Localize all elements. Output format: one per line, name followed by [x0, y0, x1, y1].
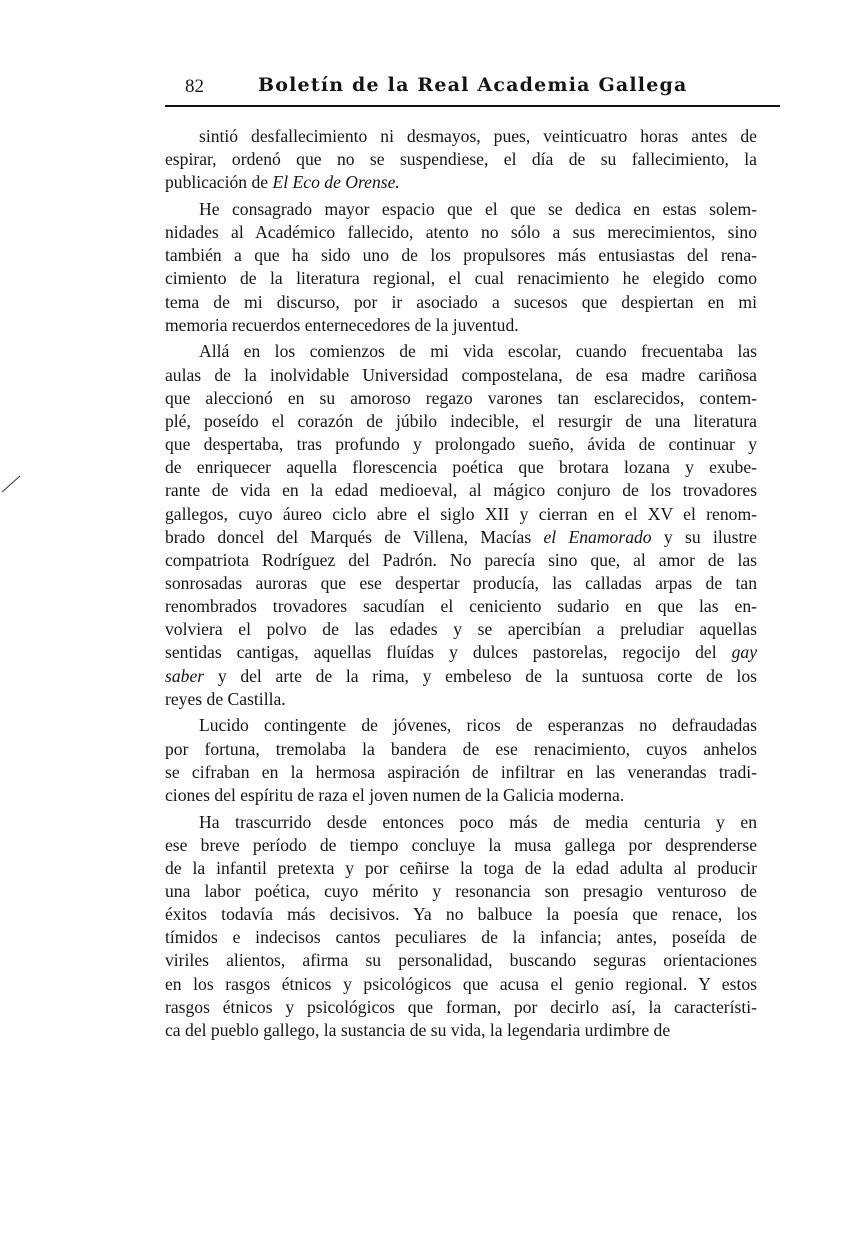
paragraph [165, 340, 757, 711]
text-segment: rasgos étnicos y psicológicos que forman, por decirlo así, la característi- [165, 996, 757, 1017]
paragraph [165, 714, 757, 807]
text-segment: rante de vida en la edad medioeval, al mágico conjuro de los trovadores [165, 480, 757, 501]
text-segment: Ha trascurrido desde entonces poco más de media centuria y en [199, 811, 757, 832]
text-line [165, 221, 757, 244]
running-header [165, 74, 780, 104]
text-line [165, 903, 757, 926]
text-line [165, 811, 757, 834]
text-segment: también a que ha sido uno de los propulsores más entusiastas del rena- [165, 245, 757, 266]
page-number: 82 [185, 76, 204, 97]
text-segment: volviera el polvo de las edades y se apercibían a preludiar aquellas [165, 619, 757, 640]
text-segment: por fortuna, tremolaba la bandera de ese renacimiento, cuyos anhelos [165, 738, 757, 759]
paragraph [165, 811, 757, 1043]
paragraph [165, 198, 757, 337]
text-line [165, 340, 757, 363]
text-line [165, 198, 757, 221]
text-line [165, 996, 757, 1019]
scan-mark [0, 470, 24, 500]
text-segment: ca del pueblo gallego, la sustancia de su vida, la legendaria urdimbre de [165, 1019, 671, 1040]
italic-text: gay [731, 642, 757, 663]
text-line [165, 479, 757, 502]
text-line [165, 641, 757, 664]
text-segment: memoria recuerdos enternecedores de la juventud. [165, 314, 519, 335]
text-segment: sentidas cantigas, aquellas fluídas y dulces pastorelas, regocijo del [165, 642, 732, 663]
italic-text: El Eco de Orense. [272, 172, 400, 193]
text-line [165, 926, 757, 949]
text-line [165, 949, 757, 972]
text-segment: ese breve período de tiempo concluye la musa gallega por desprenderse [165, 834, 757, 855]
text-segment: que aleccionó en su amoroso regazo varones tan esclarecidos, contem- [165, 387, 757, 408]
text-line [165, 456, 757, 479]
header-rule [165, 105, 780, 107]
text-line [165, 125, 757, 148]
text-line [165, 761, 757, 784]
text-segment: que despertaba, tras profundo y prolongado sueño, ávida de continuar y [165, 434, 757, 455]
text-line [165, 433, 757, 456]
text-segment: tímidos e indecisos cantos peculiares de la infancia; antes, poseída de [165, 927, 757, 948]
text-line [165, 595, 757, 618]
text-segment: nidades al Académico fallecido, atento no sólo a sus merecimientos, sino [165, 222, 757, 243]
text-segment: de la infantil pretexta y por ceñirse la toga de la edad adulta al producir [165, 857, 757, 878]
text-segment: cimiento de la literatura regional, el cual renacimiento he elegido como [165, 268, 757, 289]
journal-title: Boletín de la Real Academia Gallega [258, 74, 688, 96]
text-line [165, 857, 757, 880]
text-line [165, 244, 757, 267]
text-segment: y su ilustre [651, 526, 757, 547]
text-segment: Allá en los comienzos de mi vida escolar, cuando frecuentaba las [199, 341, 757, 362]
text-segment: Lucido contingente de jóvenes, ricos de esperanzas no defraudadas [199, 715, 757, 736]
text-segment: plé, poseído el corazón de júbilo indecible, el resurgir de una literatura [165, 410, 757, 431]
text-line [165, 784, 757, 807]
text-segment: una labor poética, cuyo mérito y resonancia son presagio venturoso de [165, 881, 757, 901]
text-line [165, 503, 757, 526]
text-line [165, 387, 757, 410]
text-segment: gallegos, cuyo áureo ciclo abre el siglo XII y cierran en el XV el renom- [165, 503, 757, 524]
text-segment: de enriquecer aquella florescencia poética que brotara lozana y exube- [165, 457, 757, 478]
text-line [165, 410, 757, 433]
text-segment: renombrados trovadores sacudían el ceniciento sudario en que las en- [165, 596, 757, 617]
text-segment: tema de mi discurso, por ir asociado a sucesos que despiertan en mi [165, 291, 757, 312]
text-segment: He consagrado mayor espacio que el que se dedica en estas solem- [199, 198, 757, 219]
text-line [165, 267, 757, 290]
text-line [165, 291, 757, 314]
text-line [165, 618, 757, 641]
italic-text: saber [165, 665, 205, 686]
text-line [165, 549, 757, 572]
text-segment: y del arte de la rima, y embeleso de la suntuosa corte de los [204, 665, 757, 686]
text-segment: reyes de Castilla. [165, 688, 286, 709]
text-segment: éxitos todavía más decisivos. Ya no balbuce la poesía que renace, los [165, 904, 757, 925]
text-line [165, 665, 757, 688]
text-line [165, 714, 757, 737]
text-line [165, 171, 757, 194]
text-segment: sintió desfallecimiento ni desmayos, pues, veinticuatro horas antes de [199, 126, 757, 146]
text-line [165, 1019, 757, 1042]
text-line [165, 364, 757, 387]
text-line [165, 572, 757, 595]
text-segment: se cifraban en la hermosa aspiración de infiltrar en las venerandas tradi- [165, 761, 757, 782]
paragraph [165, 125, 757, 194]
text-line [165, 688, 757, 711]
body-text [165, 125, 757, 1046]
text-line [165, 738, 757, 761]
text-segment: publicación de [165, 172, 273, 193]
text-segment: viriles alientos, afirma su personalidad, buscando seguras orientaciones [165, 950, 757, 971]
text-line [165, 526, 757, 549]
text-line [165, 880, 757, 903]
text-line [165, 973, 757, 996]
text-line [165, 834, 757, 857]
text-segment: aulas de la inolvidable Universidad compostelana, de esa madre cariñosa [165, 364, 757, 385]
text-segment: compatriota Rodríguez del Padrón. No parecía sino que, al amor de las [165, 549, 757, 570]
text-segment: en los rasgos étnicos y psicológicos que acusa el genio regional. Y estos [165, 973, 757, 994]
text-line [165, 314, 757, 337]
italic-text: el Enamorado [543, 526, 652, 547]
text-segment: sonrosadas auroras que ese despertar producía, las calladas arpas de tan [165, 572, 757, 593]
text-segment: ciones del espíritu de raza el joven numen de la Galicia moderna. [165, 784, 625, 805]
text-segment: brado doncel del Marqués de Villena, Macías [165, 526, 544, 547]
text-line [165, 148, 757, 171]
text-segment: espirar, ordenó que no se suspendiese, el día de su fallecimiento, la [165, 149, 757, 170]
